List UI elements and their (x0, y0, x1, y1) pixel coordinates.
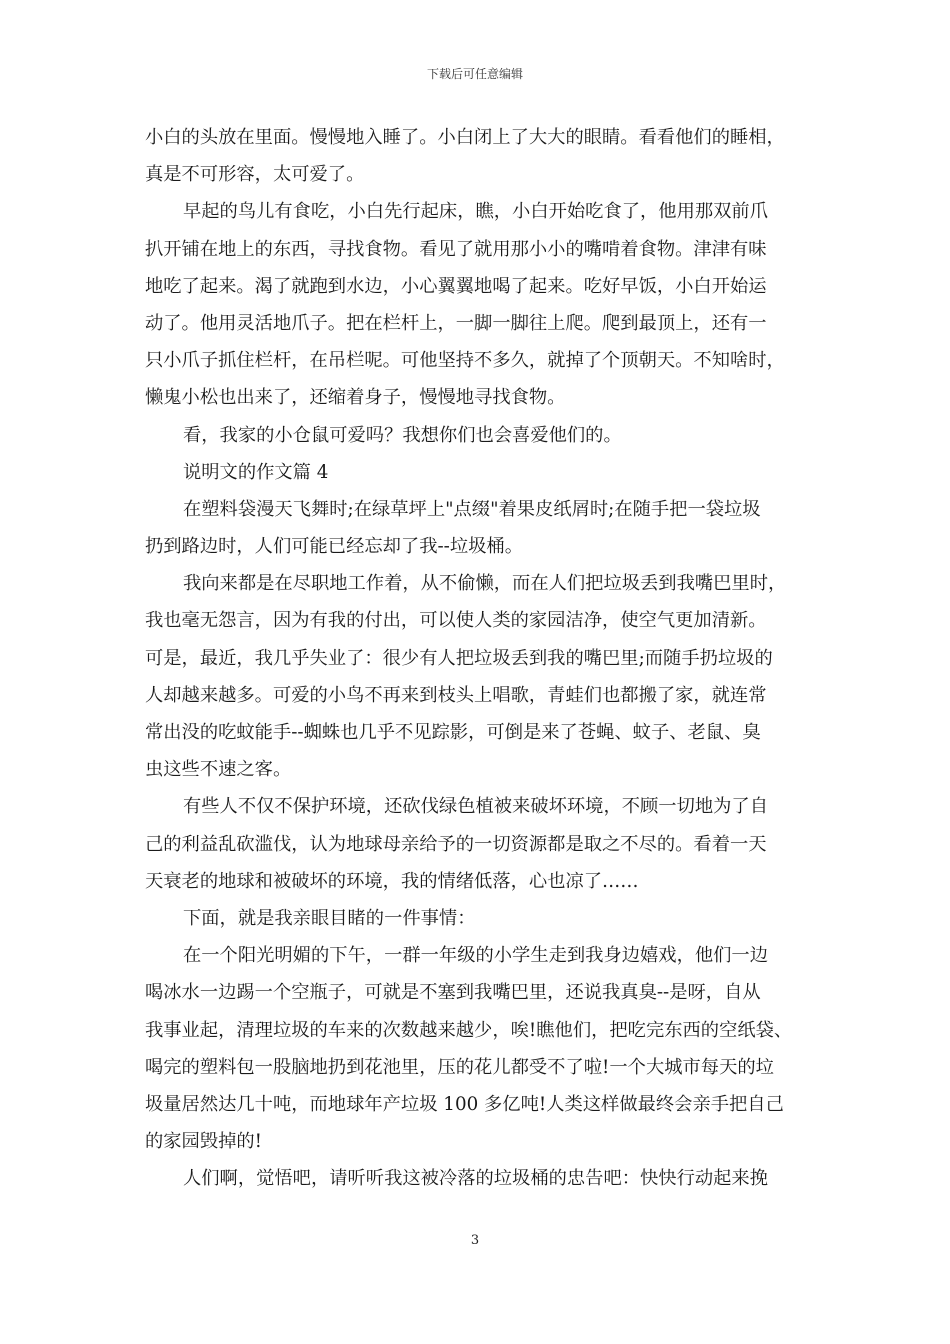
text-line: 地吃了起来。渴了就跑到水边，小心翼翼地喝了起来。吃好早饭，小白开始运 (145, 275, 767, 297)
text-line: 常出没的吃蚊能手--蜘蛛也几乎不见踪影，可倒是来了苍蝇、蚊子、老鼠、臭 (145, 722, 761, 743)
text-line: 的家园毁掉的! (145, 1131, 263, 1153)
text-line: 我事业起，清理垃圾的车来的次数越来越少，唉!瞧他们，把吃完东西的空纸袋、 (145, 1019, 793, 1041)
document-body (145, 119, 807, 1197)
text-line: 小白的头放在里面。慢慢地入睡了。小白闭上了大大的眼睛。看看他们的睡相， (145, 127, 785, 148)
text-line: 在塑料袋漫天飞舞时;在绿草坪上"点缀"着果皮纸屑时;在随手把一袋垃圾 (183, 498, 761, 520)
text-line: 真是不可形容，太可爱了。 (145, 164, 365, 186)
text-line: 懒鬼小松也出来了，还缩着身子，慢慢地寻找食物。 (145, 387, 566, 409)
text-line: 早起的鸟儿有食吃，小白先行起床，瞧，小白开始吃食了，他用那双前爪 (183, 201, 768, 223)
text-line: 可是，最近，我几乎失业了：很少有人把垃圾丢到我的嘴巴里;而随手扔垃圾的 (145, 647, 773, 669)
text-line: 我向来都是在尽职地工作着，从不偷懒，而在人们把垃圾丢到我嘴巴里时， (183, 573, 787, 595)
text-line: 人们啊，觉悟吧，请听听我这被冷落的垃圾桶的忠告吧：快快行动起来挽 (183, 1168, 768, 1190)
text-line: 在一个阳光明媚的下午，一群一年级的小学生走到我身边嬉戏，他们一边 (183, 945, 768, 967)
text-line: 下面，就是我亲眼目睹的一件事情： (183, 907, 476, 929)
text-line: 扔到路边时，人们可能已经忘却了我--垃圾桶。 (145, 536, 523, 558)
text-line: 喝冰水一边踢一个空瓶子，可就是不塞到我嘴巴里，还说我真臭--是呀，自从 (145, 982, 761, 1004)
text-line: 动了。他用灵活地爪子。把在栏杆上，一脚一脚往上爬。爬到最顶上，还有一 (145, 312, 767, 334)
text-line: 说明文的作文篇 4 (183, 461, 329, 483)
text-line: 虫这些不速之客。 (145, 759, 292, 781)
text-line: 喝完的塑料包一股脑地扔到花池里，压的花儿都受不了啦!一个大城市每天的垃 (145, 1056, 774, 1078)
text-line: 只小爪子抓住栏杆，在吊栏呢。可他坚持不多久，就掉了个顶朝天。不知啥时， (145, 350, 785, 372)
text-line: 天衰老的地球和被破坏的环境，我的情绪低落，心也凉了…… (145, 870, 639, 892)
page-number: 3 (470, 1233, 480, 1248)
text-line: 扒开铺在地上的东西，寻找食物。看见了就用那小小的嘴啃着食物。津津有味 (145, 238, 767, 260)
text-line: 己的利益乱砍滥伐，认为地球母亲给予的一切资源都是取之不尽的。看着一天 (145, 833, 767, 855)
text-line: 看，我家的小仓鼠可爱吗？我想你们也会喜爱他们的。 (183, 424, 622, 446)
text-line: 有些人不仅不保护环境，还砍伐绿色植被来破坏环境，不顾一切地为了自 (183, 796, 768, 818)
text-line: 人却越来越多。可爱的小鸟不再来到枝头上唱歌，青蛙们也都搬了家，就连常 (145, 684, 767, 706)
page-header: 下载后可任意编辑 (426, 67, 523, 81)
text-line: 圾量居然达几十吨，而地球年产垃圾 100 多亿吨!人类这样做最终会亲手把自己 (145, 1093, 784, 1115)
text-line: 我也毫无怨言，因为有我的付出，可以使人类的家园洁净，使空气更加清新。 (145, 610, 767, 632)
